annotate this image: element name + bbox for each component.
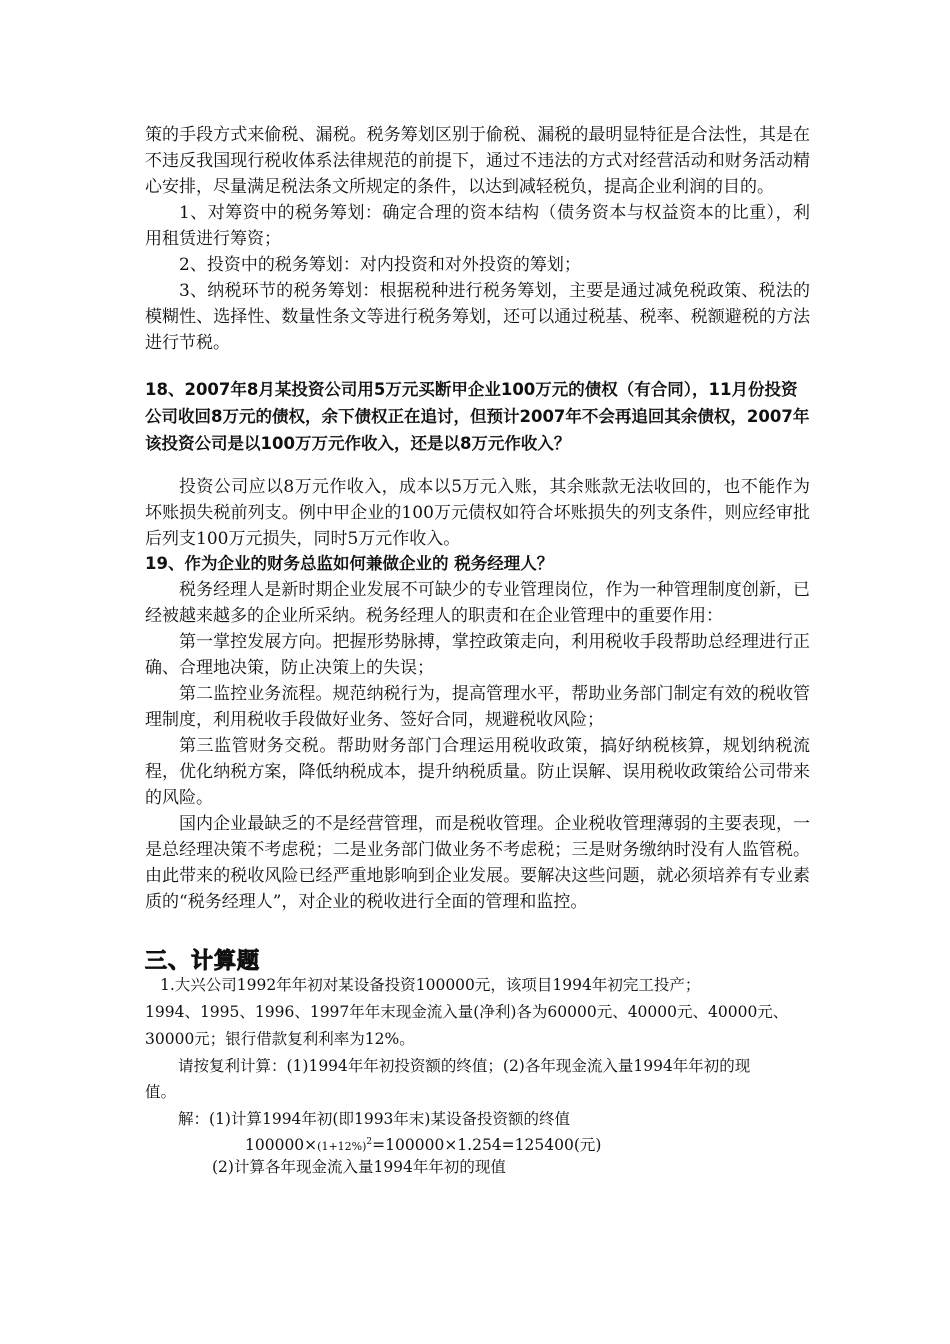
question-19: [145, 550, 810, 915]
answer-19-p4: 第三监管财务交税。帮助财务部门合理运用税收政策，搞好纳税核算，规划纳税流程，优化纳税方案，降低纳税成本，提升纳税质量。防止误解、误用税收政策给公司带来的风险。: [145, 736, 810, 808]
intro-item-2: 2、投资中的税务筹划：对内投资和对外投资的筹划；: [179, 255, 581, 275]
section-3-heading: 三、计算题: [145, 949, 261, 974]
formula-part-a: 100000×: [245, 1136, 318, 1155]
solution-label: 解：: [178, 1110, 210, 1128]
problem-line-2: 1994、1995、1996、1997年年末现金流入量(净利)各为60000元、40000元、40000元、: [145, 1003, 789, 1021]
formula-part-b: =100000×1.254=125400(元): [372, 1136, 602, 1155]
intro-item-1: 1、对筹资中的税务筹划：确定合理的资本结构（债务资本与权益资本的比重），利用租赁进行筹资；: [145, 203, 810, 249]
formula-exponent: 2: [366, 1137, 373, 1147]
ask-line-2: 值。: [145, 1083, 177, 1101]
formula-paren: (1+12%): [317, 1140, 367, 1154]
question-18-title: 18、2007年8月某投资公司用5万元买断甲企业100万元的债权（有合同），11月份投资公司收回8万元的债权，余下债权正在追讨，但预计2007年不会再追回其余债权，2007年该投资公司是以100万万元作收入，还是以8万元作收入？: [145, 380, 810, 453]
solution-step-2: (2)计算各年现金流入量1994年年初的现值: [212, 1158, 506, 1176]
intro-item-3: 3、纳税环节的税务筹划：根据税种进行税务筹划，主要是通过减免税政策、税法的模糊性、选择性、数量性条文等进行税务筹划，还可以通过税基、税率、税额避税的方法进行节税。: [145, 281, 810, 353]
answer-19-p2: 第一掌控发展方向。把握形势脉搏，掌控政策走向，利用税收手段帮助总经理进行正确、合理地决策，防止决策上的失误；: [145, 632, 810, 678]
intro-section: [145, 122, 810, 356]
solution-step-1-text: (1)计算1994年初(即1993年末)某设备投资额的终值: [209, 1110, 570, 1128]
intro-paragraph: 策的手段方式来偷税、漏税。税务筹划区别于偷税、漏税的最明显特征是合法性，其是在不违反我国现行税收体系法律规范的前提下，通过不违法的方式对经营活动和财务活动精心安排，尽量满足税法条文所规定的条件，以达到减轻税负，提高企业利润的目的。: [145, 125, 810, 197]
question-18: [145, 376, 810, 457]
answer-19-p5: 国内企业最缺乏的不是经营管理，而是税收管理。企业税收管理薄弱的主要表现，一是总经理决策不考虑税；二是业务部门做业务不考虑税；三是财务缴纳时没有人监管税。由此带来的税收风险已经严重地影响到企业发展。要解决这些问题，就必须培养有专业素质的“税务经理人”，对企业的税收进行全面的管理和监控。: [145, 814, 810, 912]
answer-19-p3: 第二监控业务流程。规范纳税行为，提高管理水平，帮助业务部门制定有效的税收管理制度，利用税收手段做好业务、签好合同，规避税收风险；: [145, 684, 810, 730]
solution-step-1: [178, 1107, 570, 1131]
ask-line-1: 请按复利计算：(1)1994年年初投资额的终值；(2)各年现金流入量1994年年初的现: [178, 1057, 751, 1075]
answer-19-p1: 税务经理人是新时期企业发展不可缺少的专业管理岗位，作为一种管理制度创新，已经被越来越多的企业所采纳。税务经理人的职责和在企业管理中的重要作用：: [145, 580, 810, 626]
problem-line-1: 1.大兴公司1992年年初对某设备投资100000元，该项目1994年初完工投产；: [160, 976, 701, 994]
answer-18: [145, 474, 810, 552]
problem-line-3: 30000元；银行借款复利利率为12%。: [145, 1030, 415, 1048]
question-19-title: 19、作为企业的财务总监如何兼做企业的 税务经理人？: [145, 554, 554, 573]
answer-18-text: 投资公司应以8万元作收入，成本以5万元入账，其余账款无法收回的，也不能作为坏账损失税前列支。例中甲企业的100万元债权如符合坏账损失的列支条件，则应经审批后列支100万元损失，同时5万元作收入。: [145, 477, 810, 549]
